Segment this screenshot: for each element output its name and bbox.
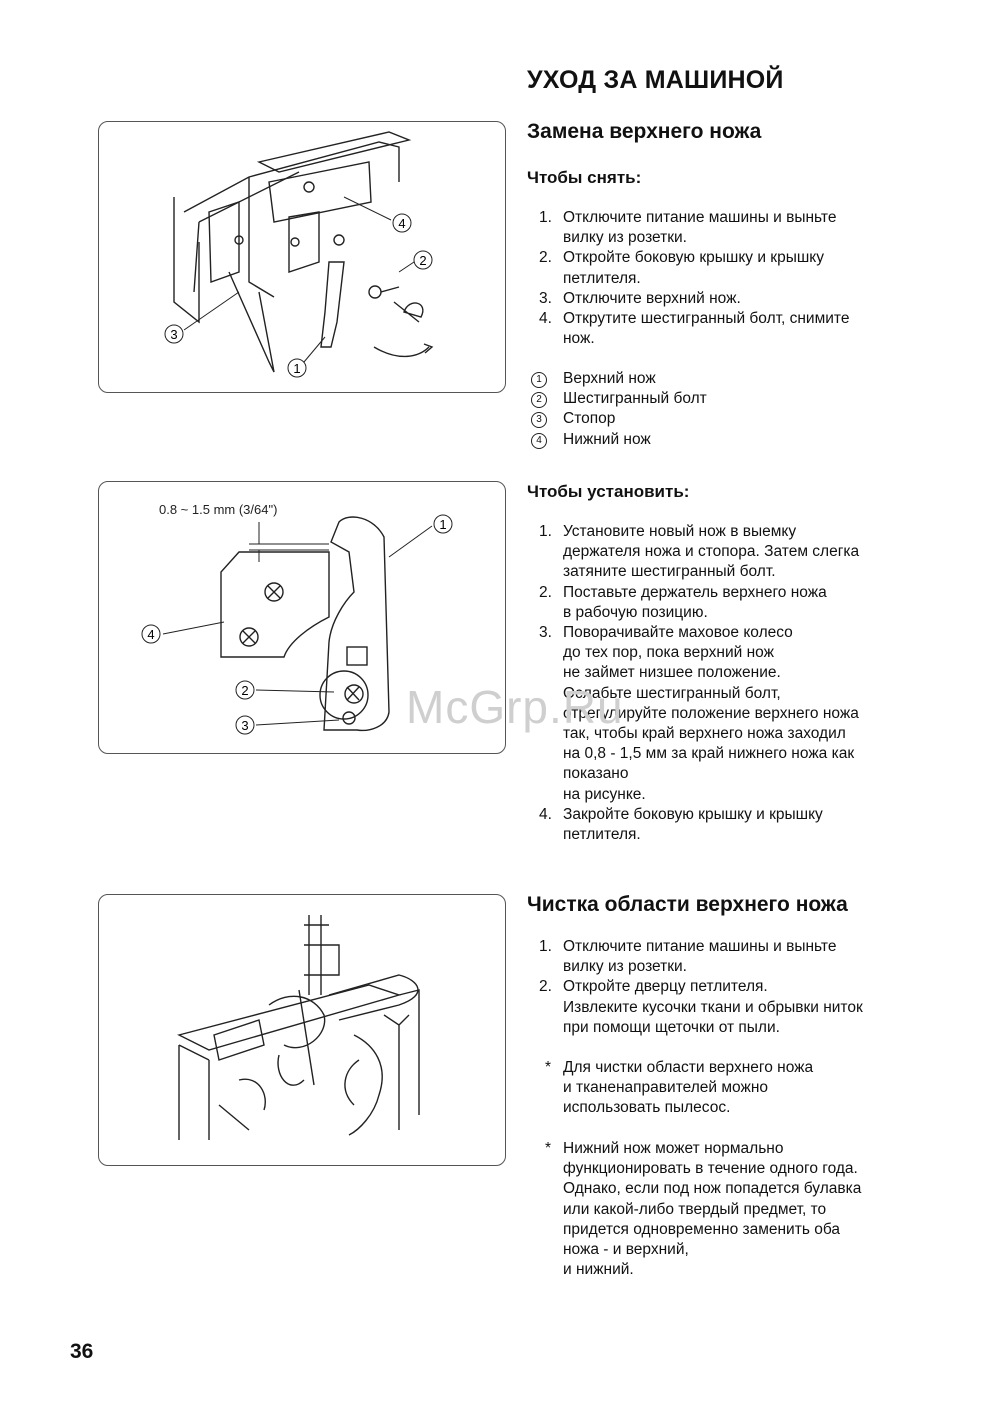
section-heading-cleaning: Чистка области верхнего ножа — [527, 893, 848, 916]
step-line: Установите новый нож в выемку — [563, 523, 797, 540]
note-line: или какой-либо твердый предмет, то — [563, 1200, 827, 1218]
step-line: Откройте дверцу петлителя. — [563, 978, 768, 996]
legend-number-circle: 4 — [531, 433, 547, 449]
note-line: Для чистки области верхнего ножа — [563, 1059, 814, 1076]
note-line: ножа - и верхний, — [563, 1241, 689, 1259]
step-line: так, чтобы край верхнего ножа заходил — [563, 725, 846, 743]
note-line: использовать пылесос. — [563, 1099, 731, 1117]
fig1-callout-4: 4 — [398, 216, 406, 231]
remove-step-2 — [527, 248, 947, 288]
section-heading-replace-knife: Замена верхнего ножа — [527, 120, 762, 143]
step-number: 4. — [539, 310, 552, 328]
step-number: 1. — [539, 938, 552, 955]
step-line: Отключите питание машины и выньте — [563, 938, 837, 955]
subheading-install: Чтобы установить: — [527, 482, 690, 501]
legend-label: Нижний нож — [563, 430, 651, 448]
figure-remove-upper-knife — [98, 121, 506, 393]
cleaning-note-1 — [527, 1058, 947, 1119]
step-line: не займет низшее положение. — [563, 664, 781, 682]
note-line: Нижний нож может нормально — [563, 1140, 784, 1157]
step-line: петлителя. — [563, 826, 641, 844]
legend-number-circle: 3 — [531, 412, 547, 428]
parts-legend — [527, 369, 947, 450]
cleaning-steps-list — [527, 937, 947, 1038]
fig2-callout-2: 2 — [241, 683, 249, 698]
remove-step-3 — [527, 289, 947, 309]
cleaning-step-2 — [527, 977, 947, 1038]
remove-knife-illustration — [99, 122, 505, 392]
step-line: Поставьте держатель верхнего ножа — [563, 583, 827, 601]
step-number: 2. — [539, 583, 552, 601]
legend-number-circle: 2 — [531, 392, 547, 408]
watermark: McGrp.Ru — [406, 681, 624, 733]
figure-cleaning-area — [98, 894, 506, 1166]
fig2-callout-4: 4 — [147, 627, 155, 642]
cleaning-brush-illustration — [99, 895, 505, 1165]
step-line: Отключите питание машины и выньте — [563, 209, 837, 226]
note-asterisk: * — [545, 1140, 552, 1157]
step-line: в рабочую позицию. — [563, 603, 708, 621]
note-line: и нижний. — [563, 1261, 634, 1279]
legend-item-4 — [527, 430, 947, 450]
step-line: до тех пор, пока верхний нож — [563, 644, 774, 662]
step-line: петлителя. — [563, 269, 641, 287]
knife-adjustment-diagram — [99, 482, 505, 753]
step-line: вилку из розетки. — [563, 229, 687, 247]
legend-label: Шестигранный болт — [563, 390, 707, 408]
remove-steps-list — [527, 208, 947, 349]
step-number: 1. — [539, 523, 552, 540]
step-line: держателя ножа и стопора. Затем слегка — [563, 543, 860, 561]
legend-label: Стопор — [563, 410, 616, 428]
legend-item-2 — [527, 389, 947, 409]
note-line: и тканенаправителей можно — [563, 1079, 769, 1097]
step-line: при помощи щеточки от пыли. — [563, 1018, 780, 1036]
step-line: Поворачивайте маховое колесо — [563, 624, 793, 642]
note-line: придется одновременно заменить оба — [563, 1220, 840, 1238]
step-number: 3. — [539, 289, 552, 307]
remove-step-4 — [527, 309, 947, 349]
step-line: Ослабьте шестигранный болт, — [563, 684, 781, 702]
step-number: 4. — [539, 805, 552, 823]
step-line: Извлеките кусочки ткани и обрывки ниток — [563, 998, 863, 1016]
remove-step-1 — [527, 208, 947, 248]
install-steps-list — [527, 522, 947, 845]
fig1-callout-3: 3 — [170, 327, 178, 342]
legend-item-3 — [527, 409, 947, 429]
page-title: УХОД ЗА МАШИНОЙ — [527, 66, 784, 94]
step-line: на рисунке. — [563, 785, 646, 803]
fig1-callout-2: 2 — [419, 253, 427, 268]
step-line: отрегулируйте положение верхнего ножа — [563, 704, 859, 722]
step-line: показано — [563, 765, 629, 783]
legend-item-1 — [527, 369, 947, 389]
step-number: 3. — [539, 624, 552, 642]
step-number: 2. — [539, 249, 552, 267]
fig2-dimension-label: 0.8 ~ 1.5 mm (3/64") — [159, 502, 278, 517]
step-line: затяните шестигранный болт. — [563, 563, 776, 581]
step-line: Закройте боковую крышку и крышку — [563, 805, 823, 823]
install-step-1 — [527, 522, 947, 583]
step-line: Открутите шестигранный болт, снимите — [563, 310, 850, 328]
step-line: вилку из розетки. — [563, 958, 687, 976]
cleaning-step-1 — [527, 937, 947, 977]
step-number: 1. — [539, 209, 552, 226]
step-line: нож. — [563, 330, 595, 348]
legend-number-circle: 1 — [531, 372, 547, 388]
install-step-3 — [527, 623, 947, 805]
note-line: Однако, если под нож попадется булавка — [563, 1180, 862, 1198]
figure-install-upper-knife — [98, 481, 506, 754]
fig2-callout-3: 3 — [241, 718, 249, 733]
note-line: функционировать в течение одного года. — [563, 1160, 858, 1178]
legend-label: Верхний нож — [563, 370, 656, 387]
note-asterisk: * — [545, 1059, 552, 1076]
step-line: Откройте боковую крышку и крышку — [563, 249, 824, 267]
install-step-4 — [527, 805, 947, 845]
install-step-2 — [527, 583, 947, 623]
page-number: 36 — [70, 1340, 94, 1363]
step-line: на 0,8 - 1,5 мм за край нижнего ножа как — [563, 745, 855, 763]
step-line: Отключите верхний нож. — [563, 289, 741, 307]
fig2-callout-1: 1 — [439, 517, 447, 532]
fig1-callout-1: 1 — [293, 361, 301, 376]
step-number: 2. — [539, 978, 552, 996]
cleaning-note-2 — [527, 1139, 947, 1280]
subheading-remove: Чтобы снять: — [527, 168, 642, 187]
